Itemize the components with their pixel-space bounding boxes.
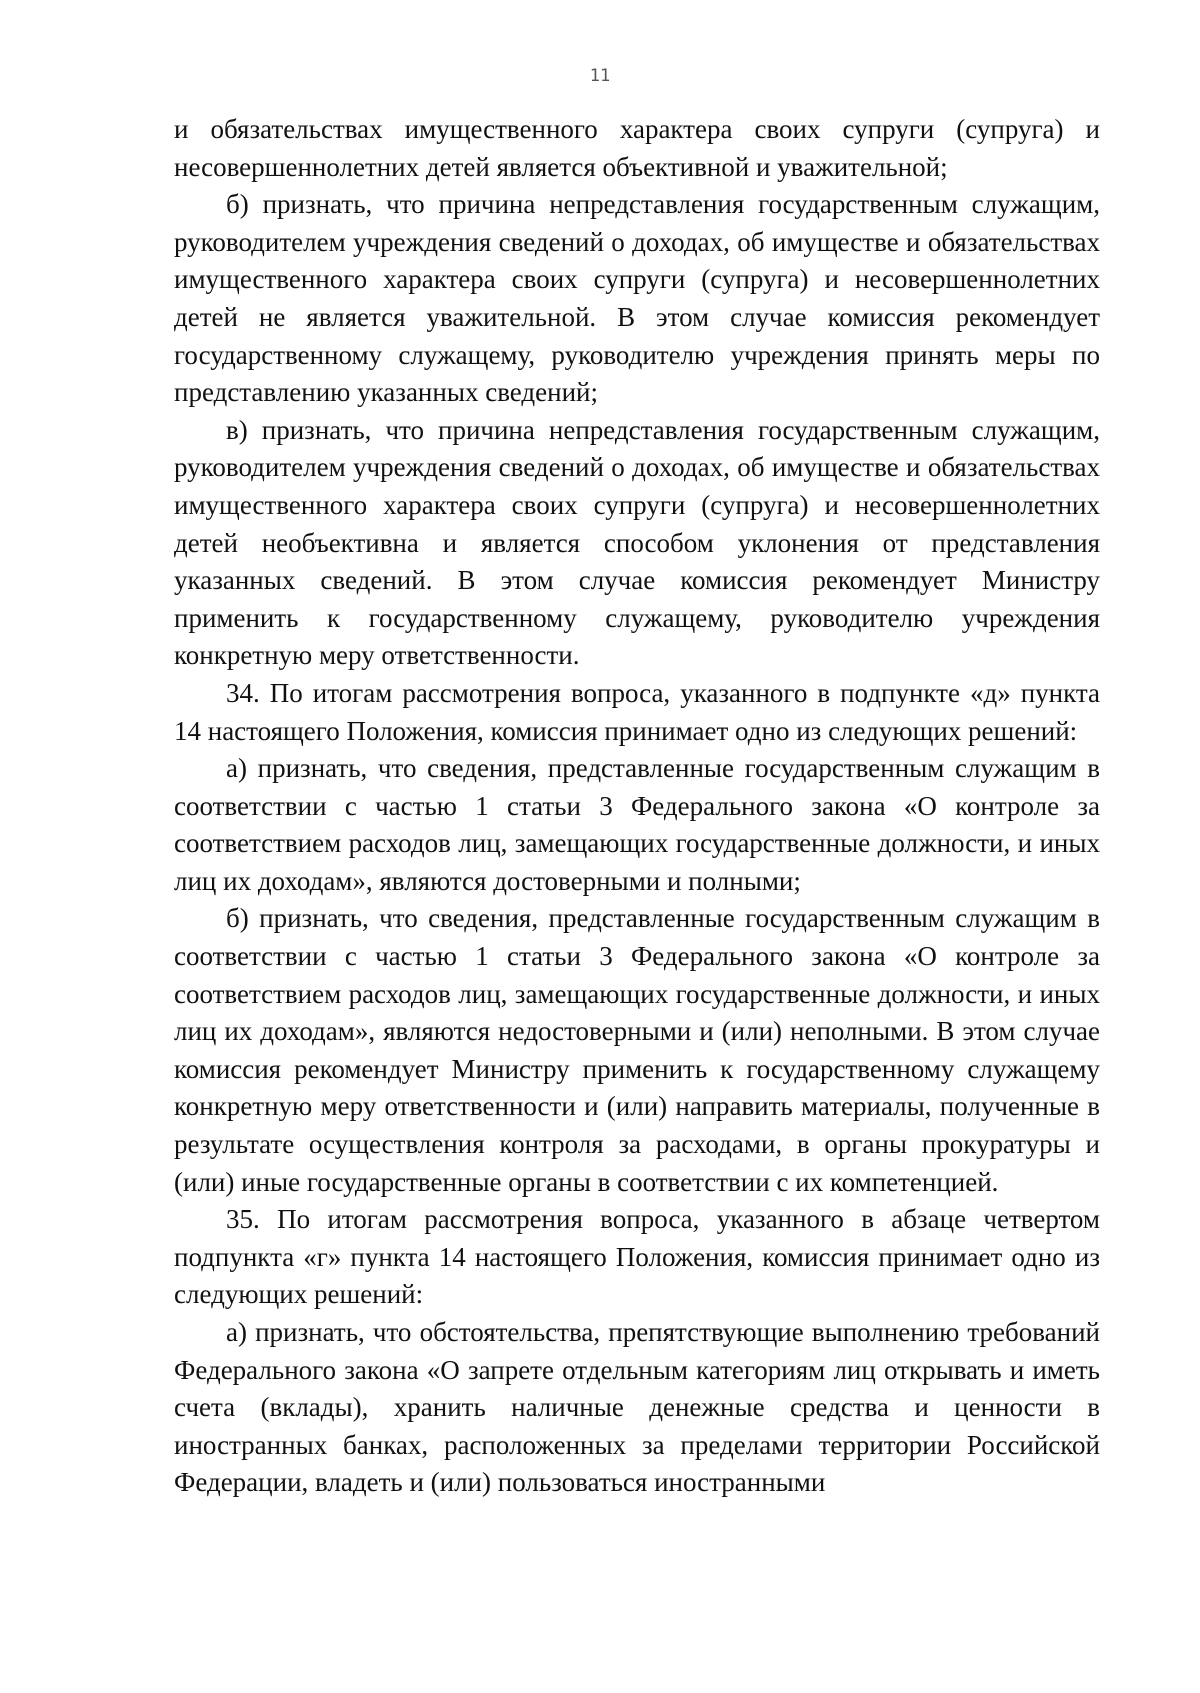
paragraph-34b: б) признать, что сведения, представленные государственным служащим в соответствии с частью 1 статьи 3 Федерального закона «О контроле за соответствием расходов лиц, замещающих государственные должности, и иных лиц их доходам», являются недостоверными и (или) неполными. В этом случае комиссия рекомендует Министру применить к государственному служащему конкретную меру ответственности и (или) направить материалы, полученные в результате осуществления контроля за расходами, в органы прокуратуры и (или) иные государственные органы в соответствии с их компетенцией. (174, 903, 1100, 1197)
paragraph-continuation: и обязательствах имущественного характера своих супруги (супруга) и несовершеннолетних детей является объективной и уважительной; (174, 114, 1100, 182)
paragraph-35: 35. По итогам рассмотрения вопроса, указанного в абзаце четвертом подпункта «г» пункта 14 настоящего Положения, комиссия принимает одно из следующих решений: (174, 1204, 1100, 1310)
page-number: 11 (589, 66, 611, 86)
paragraph-34: 34. По итогам рассмотрения вопроса, указанного в подпункте «д» пункта 14 настоящего Положения, комиссия принимает одно из следующих решений: (174, 677, 1100, 746)
document-body (174, 111, 1100, 1502)
paragraph-34a: а) признать, что сведения, представленные государственным служащим в соответствии с частью 1 статьи 3 Федерального закона «О контроле за соответствием расходов лиц, замещающих государственные должности, и иных лиц их доходам», являются достоверными и полными; (174, 753, 1100, 896)
paragraph-35a: а) признать, что обстоятельства, препятствующие выполнению требований Федерального закона «О запрете отдельным категориям лиц открывать и иметь счета (вклады), хранить наличные денежные средства и ценности в иностранных банках, расположенных за пределами территории Российской Федерации, владеть и (или) пользоваться иностранными (174, 1317, 1100, 1498)
paragraph-33b: б) признать, что причина непредставления государственным служащим, руководителем учреждения сведений о доходах, об имуществе и обязательствах имущественного характера своих супруги (супруга) и несовершеннолетних детей не является уважительной. В этом случае комиссия рекомендует государственному служащему, руководителю учреждения принять меры по представлению указанных сведений; (174, 189, 1100, 408)
paragraph-33v: в) признать, что причина непредставления государственным служащим, руководителем учреждения сведений о доходах, об имуществе и обязательствах имущественного характера своих супруги (супруга) и несовершеннолетних детей необъективна и является способом уклонения от представления указанных сведений. В этом случае комиссия рекомендует Министру применить к государственному служащему, руководителю учреждения конкретную меру ответственности. (174, 414, 1100, 671)
